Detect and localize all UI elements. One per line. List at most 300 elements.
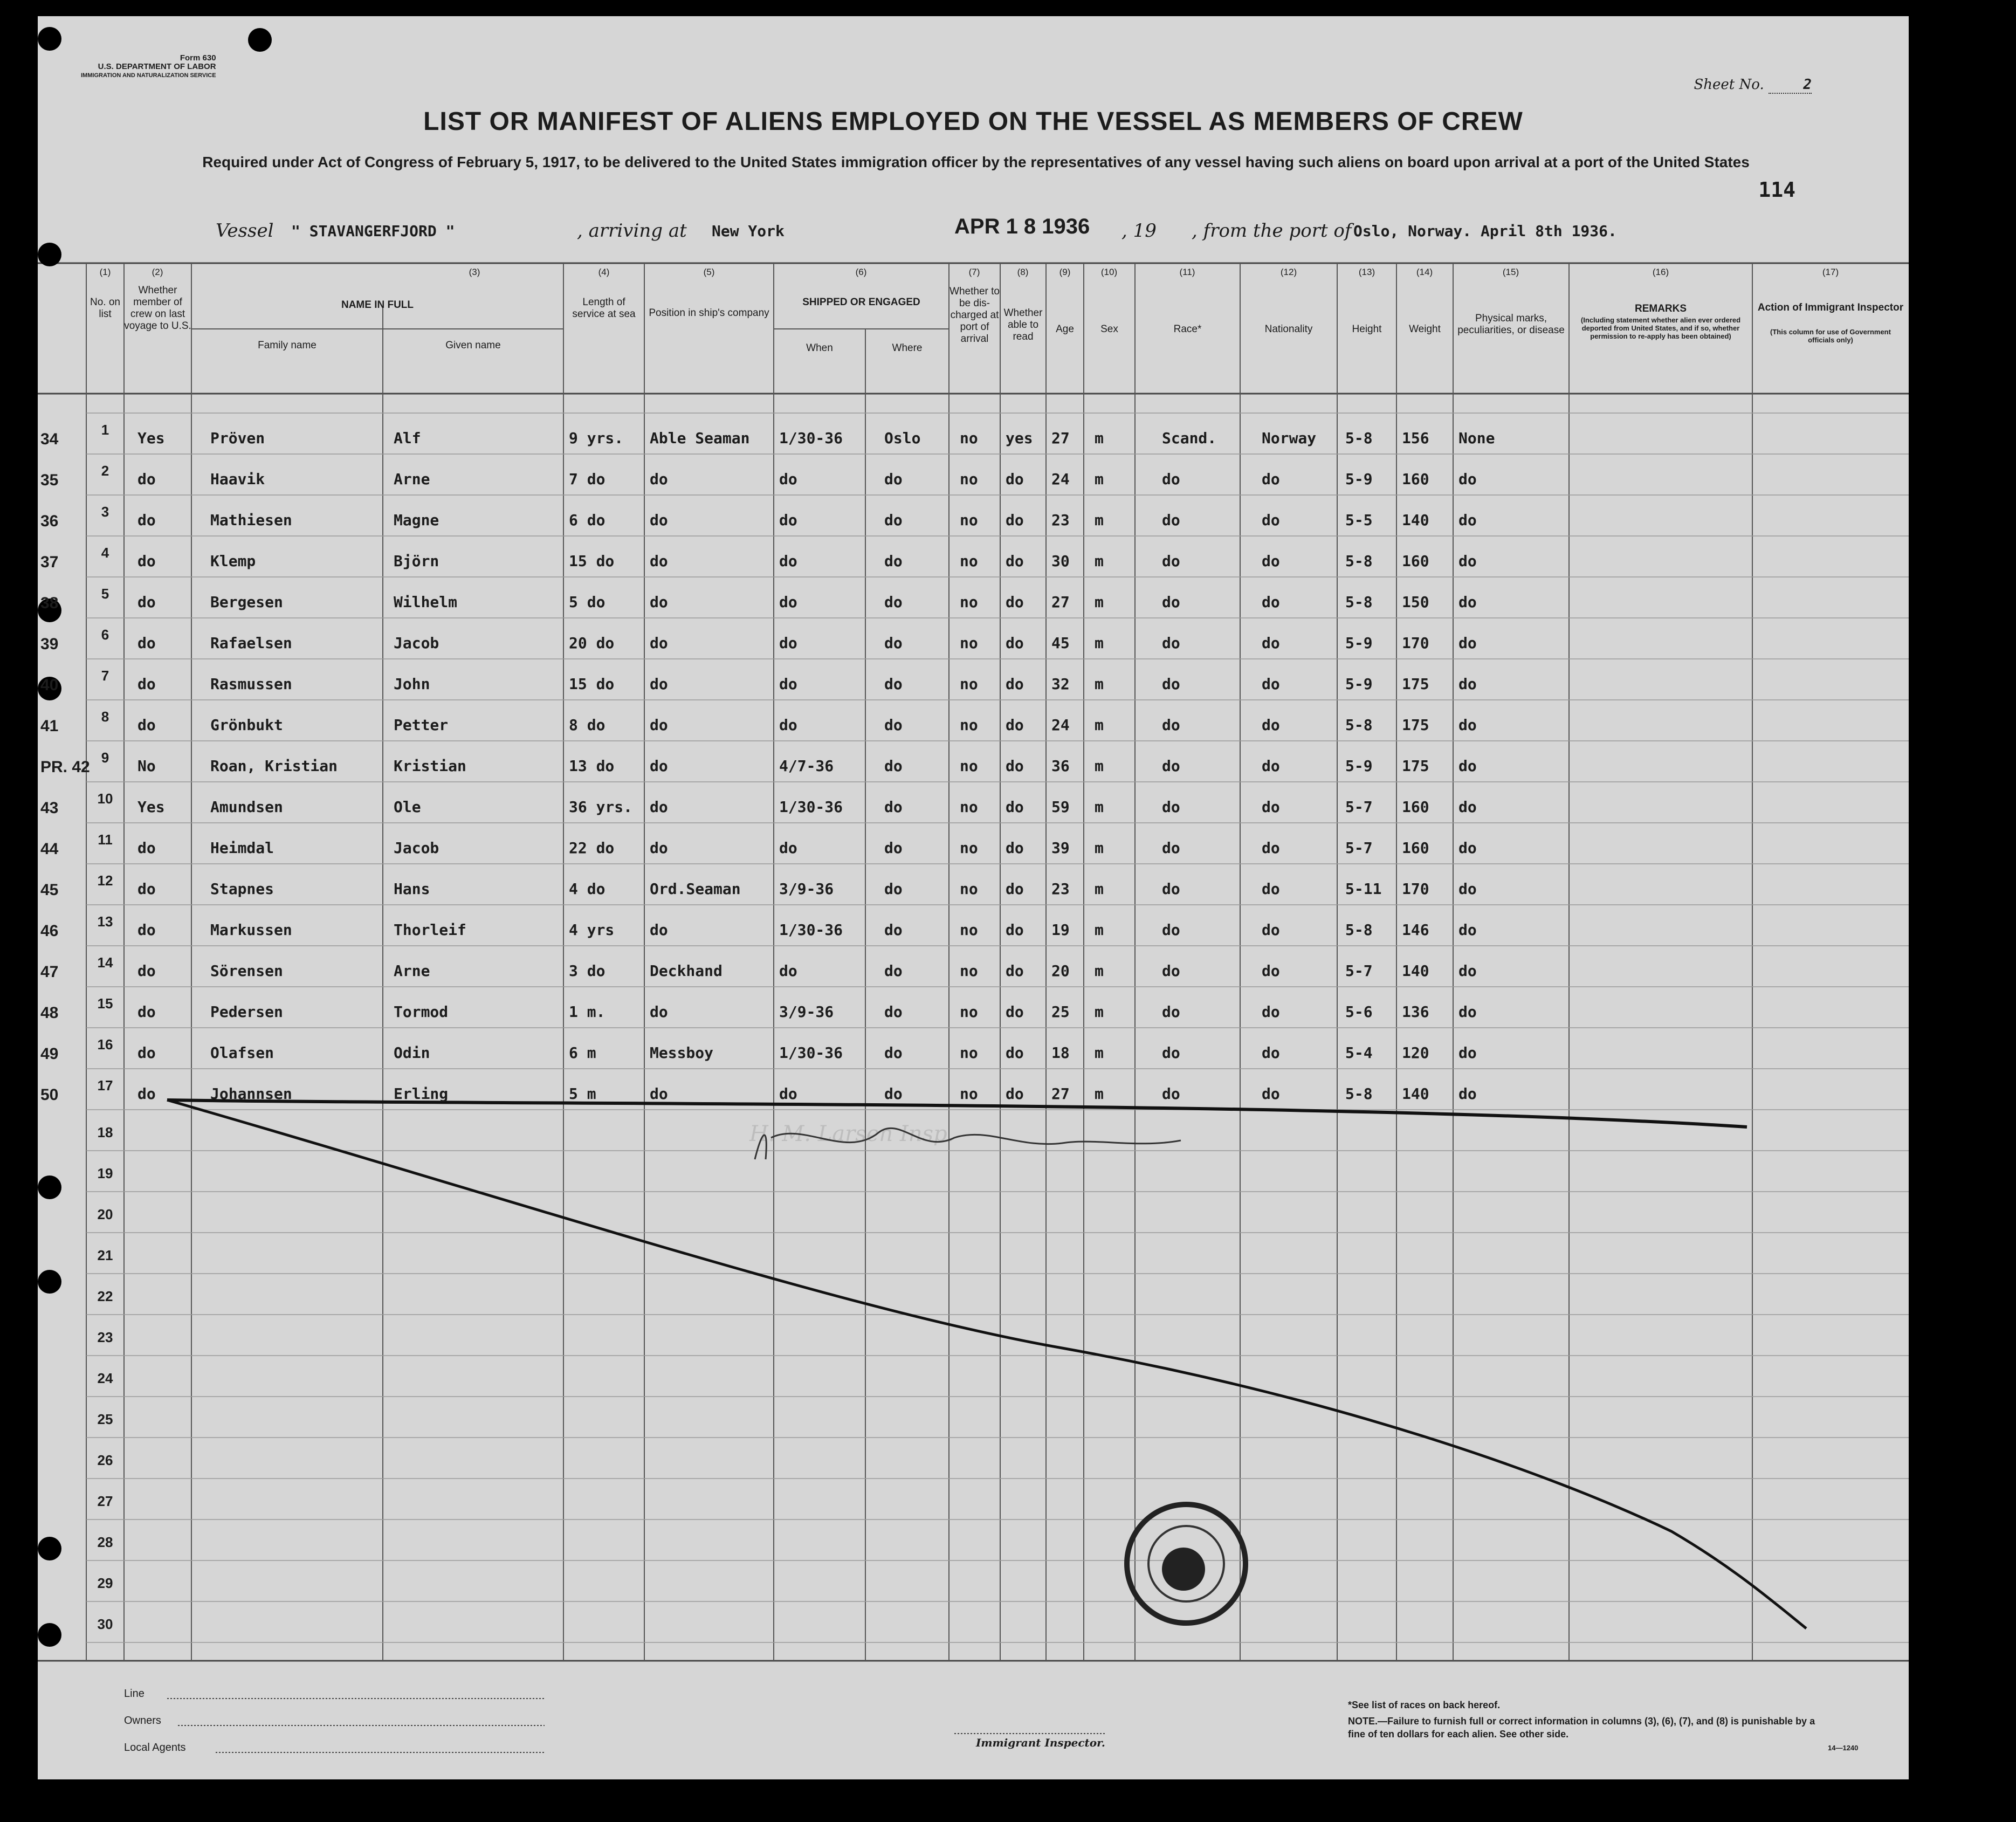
able-to-read: do [1006,511,1024,529]
given-name: Odin [394,1044,430,1062]
margin-line-number: 50 [40,1086,59,1104]
column-number: (7) [968,267,980,277]
length-of-service: 8 do [569,716,606,734]
margin-line-number: 43 [40,799,59,817]
shipped-where: do [884,470,903,488]
nationality: do [1262,634,1280,652]
shipped-where: do [884,921,903,939]
length-of-service: 5 m [569,1085,596,1103]
sex: m [1095,921,1104,939]
age: 20 [1051,962,1070,980]
given-name: Arne [394,962,430,980]
row-number: 5 [101,586,109,602]
nationality: do [1262,839,1280,857]
sex: m [1095,1003,1104,1021]
service-name: IMMIGRATION AND NATURALIZATION SERVICE [81,72,216,79]
given-name: Petter [394,716,449,734]
sex: m [1095,470,1104,488]
arrival-date-stamp: APR 1 8 1936 [954,215,1090,238]
shipped-when: 1/30-36 [779,798,843,816]
height: 5-7 [1345,839,1373,857]
length-of-service: 15 do [569,675,615,693]
family-name: Pedersen [210,1003,283,1021]
shipped-when: do [779,839,797,857]
shipped-when: do [779,593,797,611]
age: 32 [1051,675,1070,693]
race: do [1162,1044,1180,1062]
height: 5-9 [1345,757,1373,775]
sex: m [1095,757,1104,775]
document-title: LIST OR MANIFEST OF ALIENS EMPLOYED ON THE VESSEL AS MEMBERS OF CREW [423,107,1523,136]
sex: m [1095,880,1104,898]
footer-inspector-label: Immigrant Inspector. [976,1736,1105,1749]
physical-marks: do [1458,1085,1477,1103]
able-to-read: do [1006,593,1024,611]
age: 27 [1051,1085,1070,1103]
row-number: 15 [97,995,113,1012]
physical-marks: do [1458,962,1477,980]
height: 5-6 [1345,1003,1373,1021]
nationality: do [1262,552,1280,570]
family-name: Mathiesen [210,511,292,529]
sex: m [1095,675,1104,693]
manifest-sheet [38,16,1909,1779]
nationality: do [1262,1085,1280,1103]
nationality: do [1262,1003,1280,1021]
crew-last-voyage: do [137,921,156,939]
height: 5-8 [1345,552,1373,570]
header-discharged: Whether to be dis- charged at port of arrival [949,286,1000,345]
empty-row-number: 30 [97,1616,113,1632]
family-name: Amundsen [210,798,283,816]
header-action: Action of Immigrant Inspector [1757,302,1904,313]
family-name: Klemp [210,552,256,570]
nationality: do [1262,511,1280,529]
crew-last-voyage: do [137,552,156,570]
shipped-when: 1/30-36 [779,429,843,447]
weight: 170 [1402,634,1429,652]
nationality: Norway [1262,429,1317,447]
to-be-discharged: no [960,593,978,611]
family-name: Rafaelsen [210,634,292,652]
header-length-service: Length of service at sea [572,297,636,320]
race: do [1162,552,1180,570]
age: 27 [1051,429,1070,447]
margin-line-number: 37 [40,553,59,571]
header-action-note: (This column for use of Government officials only) [1770,328,1891,344]
physical-marks: do [1458,1003,1477,1021]
weight: 160 [1402,552,1429,570]
position-in-company: do [650,839,668,857]
physical-marks: do [1458,593,1477,611]
length-of-service: 6 do [569,511,606,529]
height: 5-9 [1345,470,1373,488]
margin-line-number: 46 [40,922,59,940]
shipped-where: Oslo [884,429,921,447]
age: 59 [1051,798,1070,816]
height: 5-8 [1345,593,1373,611]
race: do [1162,880,1180,898]
given-name: Erling [394,1085,449,1103]
margin-line-number: 45 [40,881,59,899]
weight: 140 [1402,962,1429,980]
sheet-number-label: Sheet No. [1694,77,1764,93]
shipped-where: do [884,1003,903,1021]
header-no-on-list: No. on list [90,297,120,320]
family-name: Haavik [210,470,265,488]
physical-marks: do [1458,552,1477,570]
position-in-company: do [650,511,668,529]
given-name: Björn [394,552,439,570]
to-be-discharged: no [960,511,978,529]
able-to-read: do [1006,921,1024,939]
sex: m [1095,552,1104,570]
family-name: Rasmussen [210,675,292,693]
position-in-company: do [650,634,668,652]
nationality: do [1262,470,1280,488]
position-in-company: Ord.Seaman [650,880,741,898]
able-to-read: yes [1006,429,1033,447]
arriving-label: , arriving at [577,220,687,242]
crew-last-voyage: do [137,1003,156,1021]
family-name: Olafsen [210,1044,274,1062]
crew-last-voyage: do [137,511,156,529]
height: 5-7 [1345,798,1373,816]
seal-stamp [1127,1504,1246,1623]
footer-form-code: 14—1240 [1828,1744,1859,1752]
empty-row-number: 27 [97,1493,113,1509]
height: 5-8 [1345,1085,1373,1103]
to-be-discharged: no [960,1003,978,1021]
physical-marks: do [1458,675,1477,693]
length-of-service: 5 do [569,593,606,611]
weight: 160 [1402,470,1429,488]
sex: m [1095,1085,1104,1103]
header-where: Where [892,342,923,354]
column-number: (3) [469,267,480,277]
nationality: do [1262,757,1280,775]
race: do [1162,962,1180,980]
family-name: Bergesen [210,593,283,611]
to-be-discharged: no [960,839,978,857]
shipped-where: do [884,552,903,570]
shipped-where: do [884,593,903,611]
margin-line-number: PR. 42 [40,758,90,776]
shipped-where: do [884,757,903,775]
race: do [1162,921,1180,939]
race: do [1162,470,1180,488]
row-number: 3 [101,504,109,520]
race: do [1162,757,1180,775]
race: do [1162,1085,1180,1103]
able-to-read: do [1006,675,1024,693]
row-number: 8 [101,709,109,725]
crew-last-voyage: do [137,716,156,734]
age: 19 [1051,921,1070,939]
able-to-read: do [1006,962,1024,980]
weight: 175 [1402,675,1429,693]
shipped-when: do [779,470,797,488]
column-number: (6) [855,267,867,277]
weight: 120 [1402,1044,1429,1062]
given-name: John [394,675,430,693]
row-number: 7 [101,668,109,684]
vessel-name: " STAVANGERFJORD " [291,222,455,240]
header-last-voyage: Whether member of crew on last voyage to U.S. [124,285,191,332]
length-of-service: 7 do [569,470,606,488]
position-in-company: do [650,552,668,570]
crew-last-voyage: do [137,593,156,611]
weight: 150 [1402,593,1429,611]
header-sex: Sex [1100,324,1118,335]
margin-line-number: 40 [40,676,59,694]
length-of-service: 22 do [569,839,615,857]
family-name: Sörensen [210,962,283,980]
to-be-discharged: no [960,675,978,693]
margin-line-number: 41 [40,717,59,735]
shipped-when: 1/30-36 [779,921,843,939]
length-of-service: 6 m [569,1044,596,1062]
height: 5-8 [1345,716,1373,734]
header-nationality: Nationality [1264,324,1313,335]
row-number: 9 [101,750,109,766]
header-given-name: Given name [445,340,501,351]
shipped-when: do [779,675,797,693]
race: do [1162,593,1180,611]
column-number: (16) [1652,267,1669,277]
header-weight: Weight [1409,324,1441,335]
able-to-read: do [1006,552,1024,570]
row-number: 11 [98,831,113,848]
family-name: Roan, Kristian [210,757,338,775]
row-number: 6 [101,627,109,643]
crew-last-voyage: Yes [137,429,165,447]
crew-last-voyage: do [137,962,156,980]
crew-last-voyage: do [137,675,156,693]
margin-line-number: 39 [40,635,59,653]
race: do [1162,675,1180,693]
given-name: Thorleif [394,921,466,939]
header-race: Race* [1173,324,1202,335]
shipped-where: do [884,634,903,652]
race: do [1162,634,1180,652]
department-name: U.S. DEPARTMENT OF LABOR [98,62,216,71]
column-number: (1) [99,267,111,277]
race: Scand. [1162,429,1217,447]
length-of-service: 1 m. [569,1003,606,1021]
age: 24 [1051,716,1070,734]
age: 27 [1051,593,1070,611]
to-be-discharged: no [960,634,978,652]
empty-row-number: 20 [97,1206,113,1222]
weight: 156 [1402,429,1429,447]
row-number: 1 [101,422,109,438]
length-of-service: 20 do [569,634,615,652]
arriving-port: New York [712,222,785,240]
given-name: Magne [394,511,439,529]
physical-marks: do [1458,634,1477,652]
height: 5-8 [1345,921,1373,939]
shipped-when: do [779,634,797,652]
length-of-service: 3 do [569,962,606,980]
column-number: (8) [1017,267,1029,277]
to-be-discharged: no [960,716,978,734]
age: 25 [1051,1003,1070,1021]
form-identifier [81,54,216,80]
shipped-where: do [884,839,903,857]
header-physical-marks: Physical marks, peculiarities, or disease [1457,313,1565,336]
position-in-company: Messboy [650,1044,714,1062]
shipped-when: do [779,962,797,980]
from-port: Oslo, Norway. April 8th 1936. [1353,222,1617,240]
shipped-where: do [884,716,903,734]
sex: m [1095,798,1104,816]
physical-marks: do [1458,470,1477,488]
footer-agents-label: Local Agents [124,1742,186,1754]
physical-marks: do [1458,839,1477,857]
height: 5-7 [1345,962,1373,980]
weight: 140 [1402,511,1429,529]
weight: 175 [1402,757,1429,775]
crew-last-voyage: No [137,757,156,775]
shipped-where: do [884,962,903,980]
length-of-service: 4 yrs [569,921,615,939]
sex: m [1095,429,1104,447]
nationality: do [1262,593,1280,611]
row-number: 10 [97,790,113,807]
length-of-service: 15 do [569,552,615,570]
able-to-read: do [1006,839,1024,857]
to-be-discharged: no [960,1085,978,1103]
height: 5-5 [1345,511,1373,529]
empty-row-number: 23 [97,1329,113,1345]
margin-line-number: 47 [40,963,59,981]
column-number: (9) [1059,267,1071,277]
column-number: (2) [152,267,163,277]
height: 5-8 [1345,429,1373,447]
to-be-discharged: no [960,921,978,939]
to-be-discharged: no [960,757,978,775]
given-name: Wilhelm [394,593,458,611]
height: 5-11 [1345,880,1382,898]
column-number: (14) [1416,267,1433,277]
shipped-where: do [884,1044,903,1062]
sex: m [1095,593,1104,611]
table-grid [38,16,1909,1779]
empty-row-number: 21 [97,1247,113,1263]
height: 5-9 [1345,675,1373,693]
position-in-company: do [650,470,668,488]
race: do [1162,511,1180,529]
margin-line-number: 44 [40,840,59,858]
footer-penalty-note: NOTE.—Failure to furnish full or correct information in columns (3), (6), (7), and (8) is punishable by a fine of ten dollars for each alien. See other side. [1348,1716,1815,1740]
header-name-in-full: NAME IN FULL [341,299,414,311]
empty-row-number: 28 [97,1534,113,1550]
row-number: 14 [97,954,113,971]
vessel-label: Vessel [216,220,274,242]
age: 30 [1051,552,1070,570]
able-to-read: do [1006,1085,1024,1103]
empty-row-number: 29 [97,1575,113,1591]
inspector-signature: H. M. Larsen Insp. [749,1122,954,1146]
sex: m [1095,511,1104,529]
row-number: 12 [97,872,113,889]
column-number: (12) [1280,267,1297,277]
header-remarks-note: (Including statement whether alien ever ordered deported from United States, and if so, whether permission to re-apply has been obtained) [1580,316,1741,340]
nationality: do [1262,798,1280,816]
sex: m [1095,962,1104,980]
header-able-read: Whether able to read [1003,307,1043,342]
race: do [1162,798,1180,816]
age: 23 [1051,511,1070,529]
to-be-discharged: no [960,552,978,570]
given-name: Tormod [394,1003,449,1021]
shipped-where: do [884,880,903,898]
column-number: (10) [1100,267,1118,277]
header-when: When [806,342,833,354]
sex: m [1095,839,1104,857]
physical-marks: do [1458,921,1477,939]
crew-last-voyage: do [137,880,156,898]
family-name: Heimdal [210,839,274,857]
column-number: (4) [598,267,610,277]
to-be-discharged: no [960,880,978,898]
column-number: (15) [1502,267,1519,277]
shipped-when: do [779,716,797,734]
position-in-company: do [650,1085,668,1103]
header-position: Position in ship's company [649,307,769,319]
given-name: Jacob [394,634,439,652]
position-in-company: do [650,798,668,816]
nationality: do [1262,962,1280,980]
document-subtitle: Required under Act of Congress of February 5, 1917, to be delivered to the United States immigration officer by the representatives of any vessel having such aliens on board upon arrival at a port of the United States [202,154,1750,170]
footer-races-note: *See list of races on back hereof. [1348,1700,1501,1710]
position-in-company: Able Seaman [650,429,750,447]
shipped-where: do [884,511,903,529]
able-to-read: do [1006,757,1024,775]
shipped-when: do [779,1085,797,1103]
nationality: do [1262,921,1280,939]
header-age: Age [1056,324,1074,335]
header-remarks: REMARKS [1634,303,1687,314]
length-of-service: 9 yrs. [569,429,624,447]
age: 39 [1051,839,1070,857]
position-in-company: do [650,1003,668,1021]
able-to-read: do [1006,716,1024,734]
position-in-company: do [650,921,668,939]
weight: 140 [1402,1085,1429,1103]
physical-marks: do [1458,757,1477,775]
given-name: Kristian [394,757,466,775]
age: 36 [1051,757,1070,775]
to-be-discharged: no [960,470,978,488]
position-in-company: Deckhand [650,962,723,980]
shipped-where: do [884,798,903,816]
crew-last-voyage: do [137,839,156,857]
length-of-service: 13 do [569,757,615,775]
weight: 170 [1402,880,1429,898]
position-in-company: do [650,716,668,734]
from-port-label: , from the port of [1192,220,1352,242]
to-be-discharged: no [960,429,978,447]
race: do [1162,1003,1180,1021]
length-of-service: 4 do [569,880,606,898]
to-be-discharged: no [960,1044,978,1062]
shipped-where: do [884,1085,903,1103]
physical-marks: do [1458,798,1477,816]
column-number: (13) [1358,267,1375,277]
race: do [1162,839,1180,857]
